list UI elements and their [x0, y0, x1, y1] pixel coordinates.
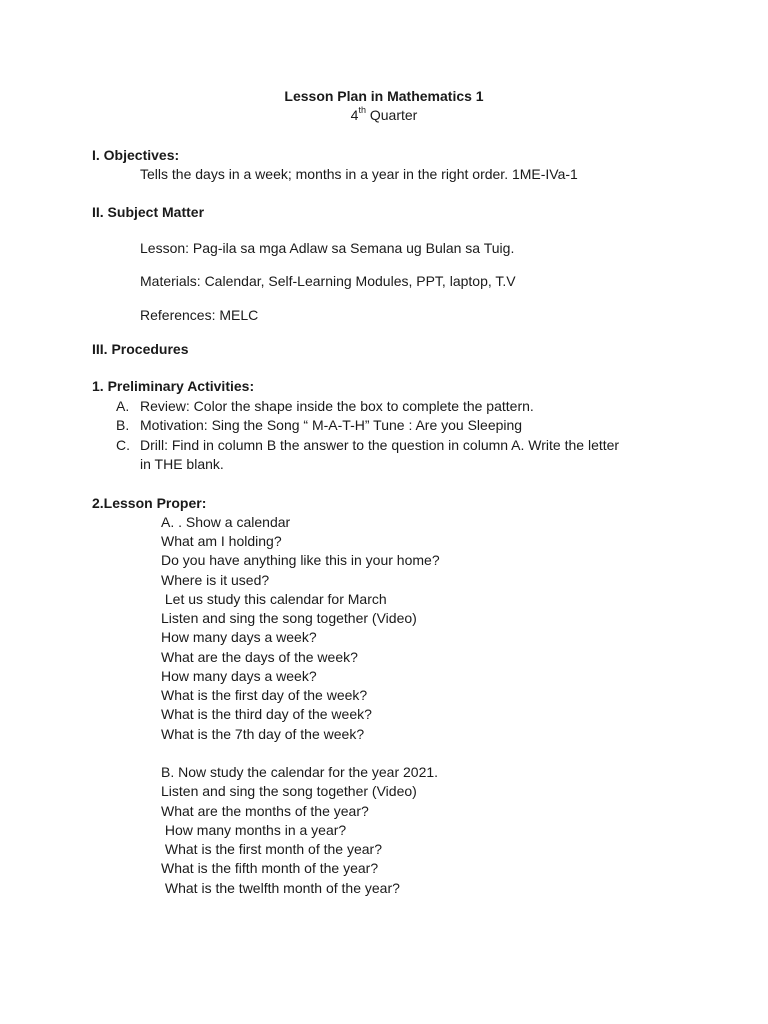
lesson-a-line: What is the third day of the week?: [161, 706, 372, 722]
preliminary-item-c-letter: C.: [116, 437, 130, 453]
preliminary-item-b-letter: B.: [116, 417, 130, 433]
lesson-a-line: Let us study this calendar for March: [161, 591, 387, 607]
lesson-b-line: What are the months of the year?: [161, 803, 369, 819]
lesson-proper-heading: 2.Lesson Proper:: [92, 495, 207, 511]
preliminary-item-a: Review: Color the shape inside the box to complete the pattern.: [140, 398, 534, 414]
lesson-a-line: Listen and sing the song together (Video): [161, 610, 417, 626]
preliminary-item-a-letter: A.: [116, 398, 130, 414]
document-title: Lesson Plan in Mathematics 1: [284, 88, 484, 104]
subject-references: References: MELC: [140, 307, 259, 323]
subject-materials: Materials: Calendar, Self-Learning Modules, PPT, laptop, T.V: [140, 273, 516, 289]
objectives-text: Tells the days in a week; months in a year in the right order. 1ME-IVa-1: [140, 166, 578, 182]
subject-lesson: Lesson: Pag-ila sa mga Adlaw sa Semana ug Bulan sa Tuig.: [140, 240, 515, 256]
lesson-a-line: What is the 7th day of the week?: [161, 726, 365, 742]
quarter-number: 4: [350, 107, 359, 123]
lesson-b-line: What is the fifth month of the year?: [161, 860, 379, 876]
lesson-a-line: What are the days of the week?: [161, 649, 358, 665]
quarter-word: Quarter: [365, 107, 418, 123]
lesson-b-line: How many months in a year?: [161, 822, 347, 838]
document-quarter: [0, 106, 768, 125]
preliminary-item-c-continuation: in THE blank.: [140, 456, 224, 472]
lesson-a-line: How many days a week?: [161, 668, 317, 684]
lesson-a-line: What is the first day of the week?: [161, 687, 368, 703]
lesson-a-line: Where is it used?: [161, 572, 270, 588]
objectives-heading: I. Objectives:: [92, 147, 180, 163]
procedures-heading: III. Procedures: [92, 341, 189, 357]
preliminary-heading: 1. Preliminary Activities:: [92, 378, 255, 394]
subject-matter-heading: II. Subject Matter: [92, 204, 205, 220]
lesson-a-line: A. . Show a calendar: [161, 514, 291, 530]
lesson-b-line: Listen and sing the song together (Video): [161, 783, 417, 799]
preliminary-item-b: Motivation: Sing the Song “ M-A-T-H” Tune : Are you Sleeping: [140, 417, 523, 433]
preliminary-item-c: Drill: Find in column B the answer to the question in column A. Write the letter: [140, 437, 620, 453]
quarter-suffix: th: [358, 105, 366, 116]
lesson-b-line: What is the twelfth month of the year?: [161, 880, 400, 896]
lesson-b-line: What is the first month of the year?: [161, 841, 382, 857]
lesson-a-line: How many days a week?: [161, 629, 317, 645]
lesson-a-line: Do you have anything like this in your home?: [161, 552, 440, 568]
lesson-b-line: B. Now study the calendar for the year 2021.: [161, 764, 439, 780]
lesson-a-line: What am I holding?: [161, 533, 282, 549]
